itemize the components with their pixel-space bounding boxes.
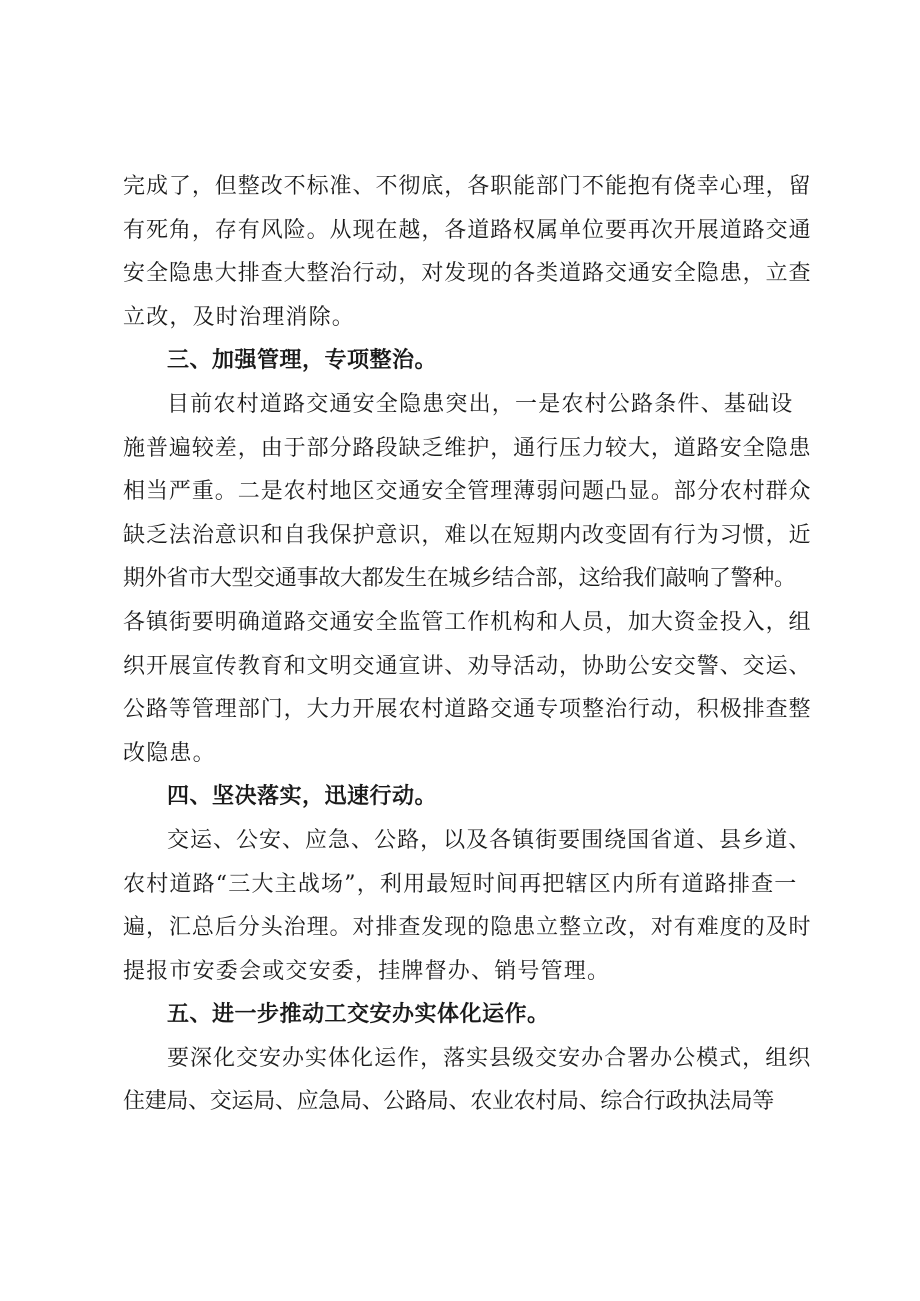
- text-line: 立改，及时治理消除。: [123, 304, 356, 330]
- text-line: 目前农村道路交通安全隐患突出，一是农村公路条件、基础设: [167, 391, 794, 417]
- paragraph: [123, 819, 813, 993]
- paragraph: [123, 1037, 813, 1124]
- text-line: 要深化交安办实体化运作，落实县级交安办合署办公模式，组织: [167, 1045, 812, 1071]
- paragraph: [123, 165, 813, 339]
- section-heading: 四、坚决落实，迅速行动。: [167, 784, 438, 810]
- text-line: 提报市安委会或交安委，挂牌督办、销号管理。: [123, 958, 611, 984]
- text-line: 有死角，存有风险。从现在越，各道路权属单位要再次开展道路交通: [123, 217, 812, 243]
- section-heading: 三、加强管理，专项整治。: [167, 348, 438, 374]
- text-line: 缺乏法治意识和自我保护意识，难以在短期内改变固有行为习惯，近: [123, 522, 812, 548]
- text-line: 农村道路“三大主战场”，利用最短时间再把辖区内所有道路排查一: [123, 871, 798, 897]
- text-line: 安全隐患大排查大整治行动，对发现的各类道路交通安全隐患，立查: [123, 261, 812, 287]
- document-page: [123, 165, 813, 1124]
- text-line: 期外省市大型交通事故大都发生在城乡结合部，这给我们敲响了警种。: [123, 566, 796, 592]
- text-line: 公路等管理部门，大力开展农村道路交通专项整治行动，积极排查整: [123, 697, 812, 723]
- text-line: 各镇街要明确道路交通安全监管工作机构和人员，加大资金投入，组: [123, 609, 812, 635]
- text-line: 织开展宣传教育和文明交通宣讲、劝导活动，协助公安交警、交运、: [123, 653, 812, 679]
- text-line: 改隐患。: [123, 740, 216, 766]
- text-line: 交运、公安、应急、公路，以及各镇街要围绕国省道、县乡道、: [167, 827, 812, 853]
- paragraph: [123, 383, 813, 775]
- text-line: 住建局、交运局、应急局、公路局、农业农村局、综合行政执法局等: [123, 1089, 775, 1115]
- text-line: 施普遍较差，由于部分路段缺乏维护，通行压力较大，道路安全隐患: [123, 435, 812, 461]
- text-line: 遍，汇总后分头治理。对排查发现的隐患立整立改，对有难度的及时: [123, 915, 812, 941]
- text-line: 相当严重。二是农村地区交通安全管理薄弱问题凸显。部分农村群众: [123, 479, 812, 505]
- section-heading: 五、进一步推动工交安办实体化运作。: [167, 1002, 550, 1028]
- text-line: 完成了，但整改不标准、不彻底，各职能部门不能抱有侥幸心理，留: [123, 174, 812, 199]
